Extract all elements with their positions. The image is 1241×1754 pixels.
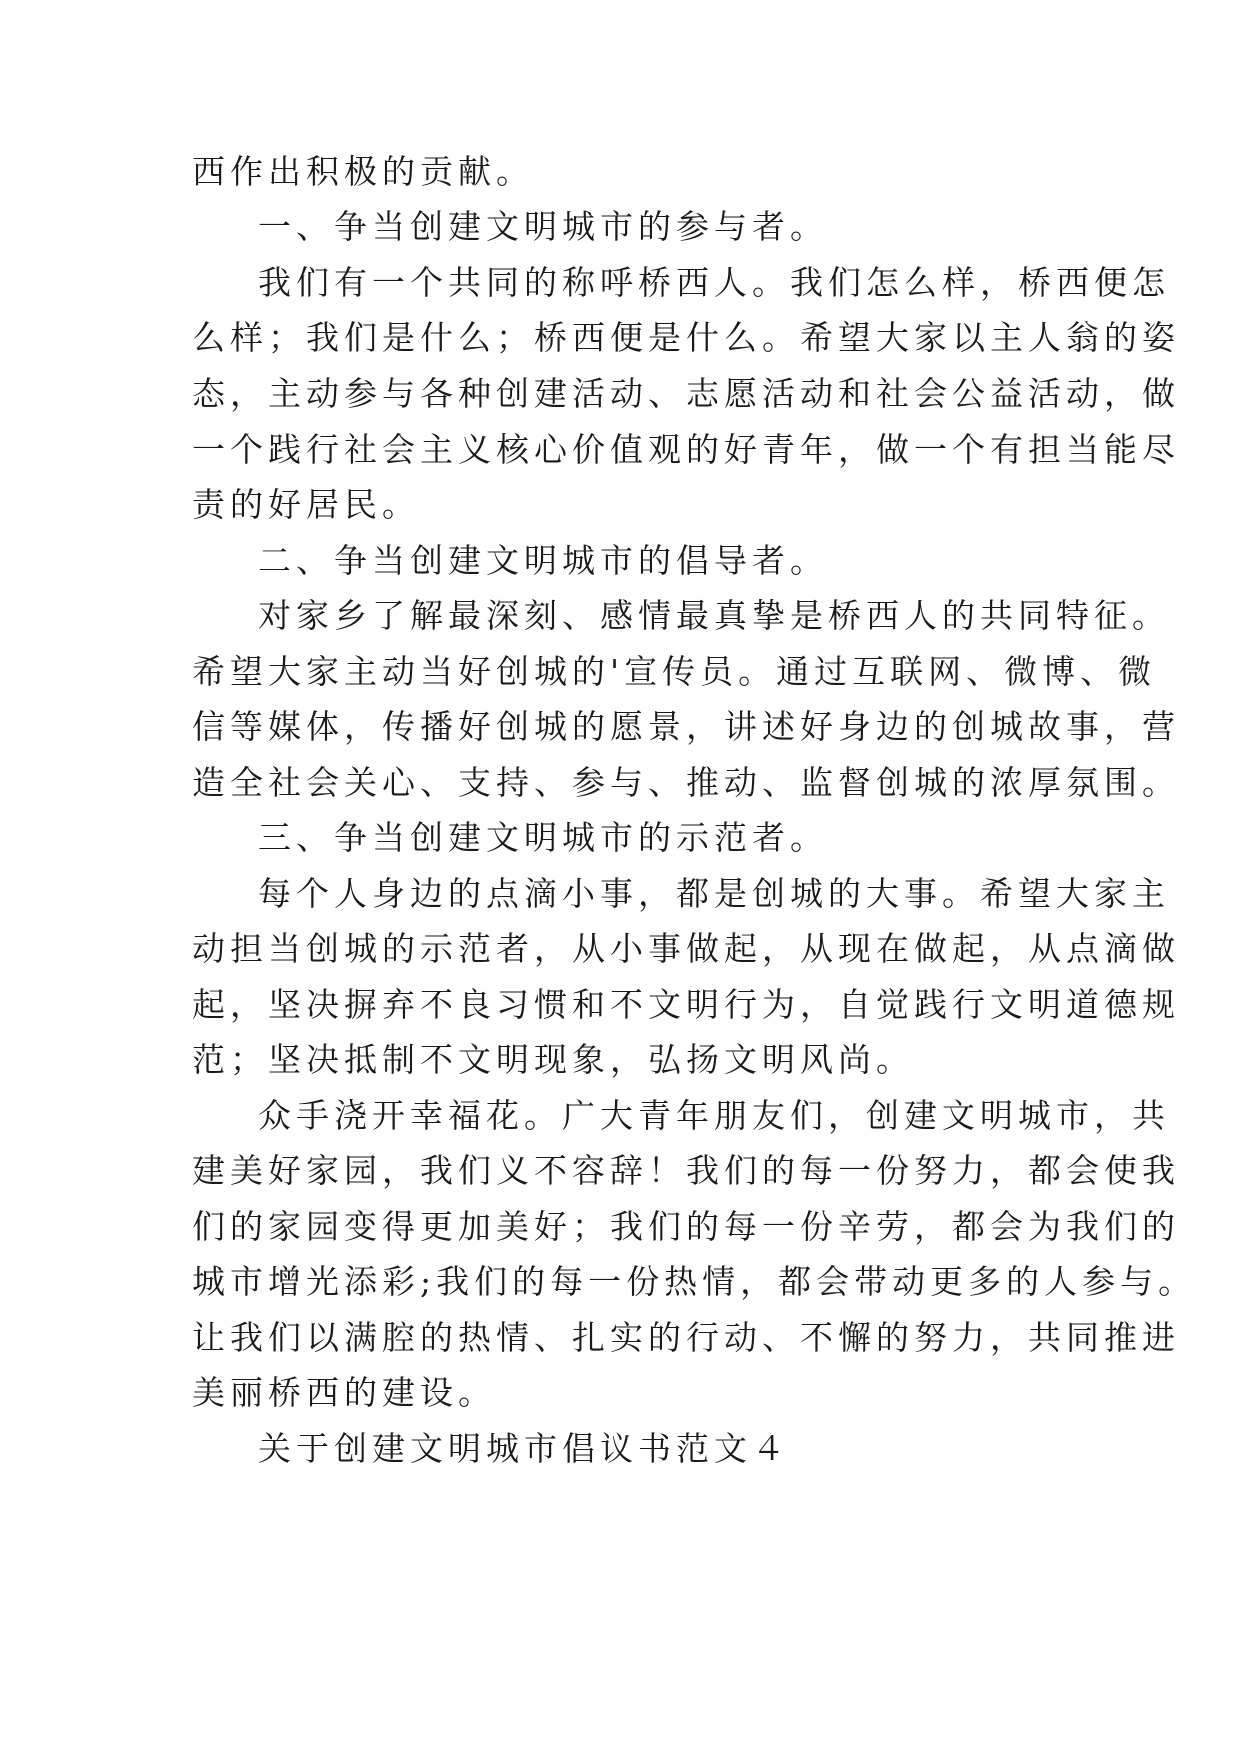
text-line: 态，主动参与各种创建活动、志愿活动和社会公益活动，做 [192, 374, 1180, 413]
text-line: 责的好居民。 [192, 485, 420, 524]
text-line: 每个人身边的点滴小事，都是创城的大事。希望大家主 [258, 874, 1170, 913]
text-line: 对家乡了解最深刻、感情最真挚是桥西人的共同特征。 [258, 596, 1170, 635]
text-line: 们的家园变得更加美好；我们的每一份辛劳，都会为我们的 [192, 1207, 1180, 1246]
text-line: 范；坚决抵制不文明现象，弘扬文明风尚。 [192, 1040, 914, 1079]
text-line: 信等媒体，传播好创城的愿景，讲述好身边的创城故事，营 [192, 707, 1180, 746]
section-heading-1: 一、争当创建文明城市的参与者。 [258, 207, 828, 246]
text-line: 我们有一个共同的称呼桥西人。我们怎么样，桥西便怎 [258, 263, 1170, 302]
text-line: 一个践行社会主义核心价值观的好青年，做一个有担当能尽 [192, 430, 1180, 469]
text-line: 建美好家园，我们义不容辞！我们的每一份努力，都会使我 [192, 1151, 1180, 1190]
text-line: 美丽桥西的建设。 [192, 1373, 496, 1412]
text-line: 动担当创城的示范者，从小事做起，从现在做起，从点滴做 [192, 929, 1180, 968]
text-line: 让我们以满腔的热情、扎实的行动、不懈的努力，共同推进 [192, 1318, 1180, 1357]
text-line: 西作出积极的贡献。 [192, 152, 534, 191]
document-title-next: 关于创建文明城市倡议书范文４ [258, 1429, 790, 1468]
section-heading-3: 三、争当创建文明城市的示范者。 [258, 818, 828, 857]
text-line: 希望大家主动当好创城的'宣传员。通过互联网、微博、微 [192, 652, 1157, 691]
text-line: 城市增光添彩;我们的每一份热情，都会带动更多的人参与。 [192, 1262, 1197, 1301]
text-line: 众手浇开幸福花。广大青年朋友们，创建文明城市，共 [258, 1096, 1170, 1135]
text-line: 起，坚决摒弃不良习惯和不文明行为，自觉践行文明道德规 [192, 985, 1180, 1024]
text-line: 么样；我们是什么；桥西便是什么。希望大家以主人翁的姿 [192, 318, 1180, 357]
text-line: 造全社会关心、支持、参与、推动、监督创城的浓厚氛围。 [192, 763, 1180, 802]
section-heading-2: 二、争当创建文明城市的倡导者。 [258, 541, 828, 580]
